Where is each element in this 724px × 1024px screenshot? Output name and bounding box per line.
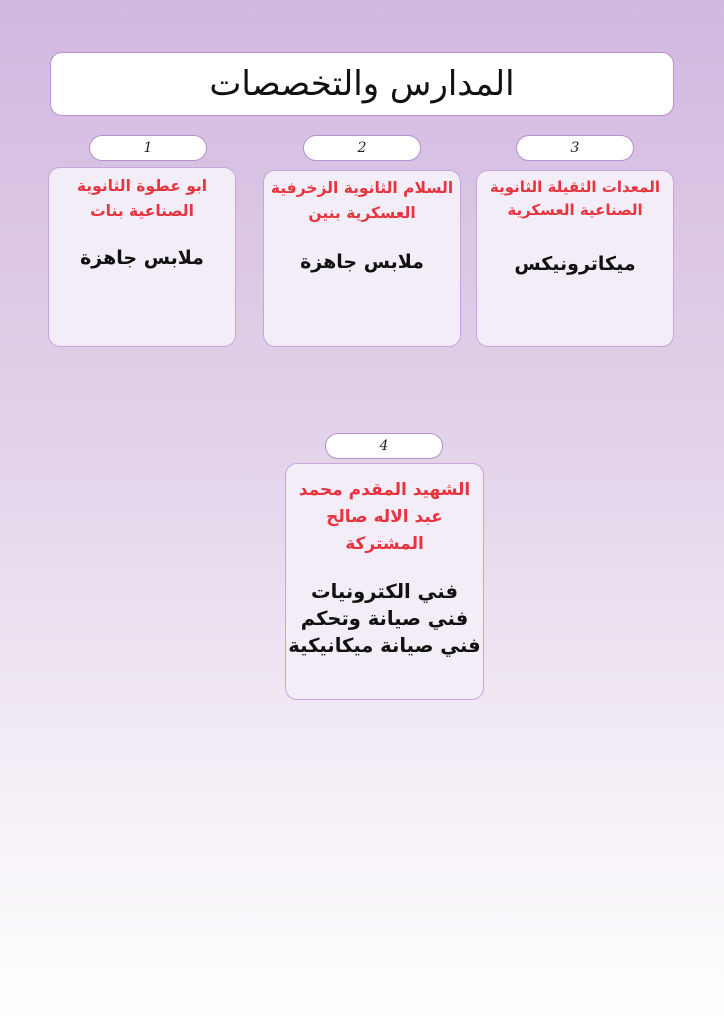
school-name-line: المعدات الثقيلة الثانوية (490, 178, 660, 196)
school-card-3 (476, 170, 674, 347)
specialty-item: فني صيانة وتحكم (300, 607, 469, 630)
school-name-2 (264, 171, 460, 226)
school-name-4 (286, 464, 483, 558)
school-number-4: 4 (379, 438, 389, 454)
specialty-list-3 (477, 250, 673, 278)
specialty-list-2 (264, 248, 460, 276)
specialty-list-4 (286, 578, 483, 659)
page-title-box (50, 52, 674, 116)
school-number-pill-1 (89, 135, 207, 161)
specialty-item: فني صيانة ميكانيكية (288, 634, 481, 657)
school-name-1 (49, 168, 235, 224)
school-name-3 (477, 171, 673, 222)
school-number-3: 3 (570, 140, 580, 156)
school-name-line: ابو عطوة الثانوية (76, 177, 208, 195)
school-number-pill-3 (516, 135, 634, 161)
school-number-pill-4 (325, 433, 443, 459)
specialty-item: ميكاترونيكس (514, 253, 636, 275)
specialty-item: ملابس جاهزة (300, 251, 424, 273)
school-name-line: عبد الاله صالح (326, 507, 443, 527)
school-number-1: 1 (143, 140, 153, 156)
page-title: المدارس والتخصصات (209, 64, 515, 104)
school-name-line: الصناعية العسكرية (507, 201, 643, 219)
school-card-1 (48, 167, 236, 347)
specialty-list-1 (49, 244, 235, 272)
school-name-line: الشهيد المقدم محمد (298, 480, 471, 500)
school-card-2 (263, 170, 461, 347)
specialty-item: فني الكترونيات (310, 580, 458, 603)
specialty-item: ملابس جاهزة (80, 247, 204, 269)
school-name-line: السلام الثانوية الزخرفية (270, 179, 454, 197)
school-name-line: الصناعية بنات (90, 202, 194, 220)
school-number-pill-2 (303, 135, 421, 161)
school-name-line: المشتركة (345, 534, 424, 554)
school-number-2: 2 (357, 140, 367, 156)
school-card-4 (285, 463, 484, 700)
school-name-line: العسكرية بنين (308, 204, 416, 222)
